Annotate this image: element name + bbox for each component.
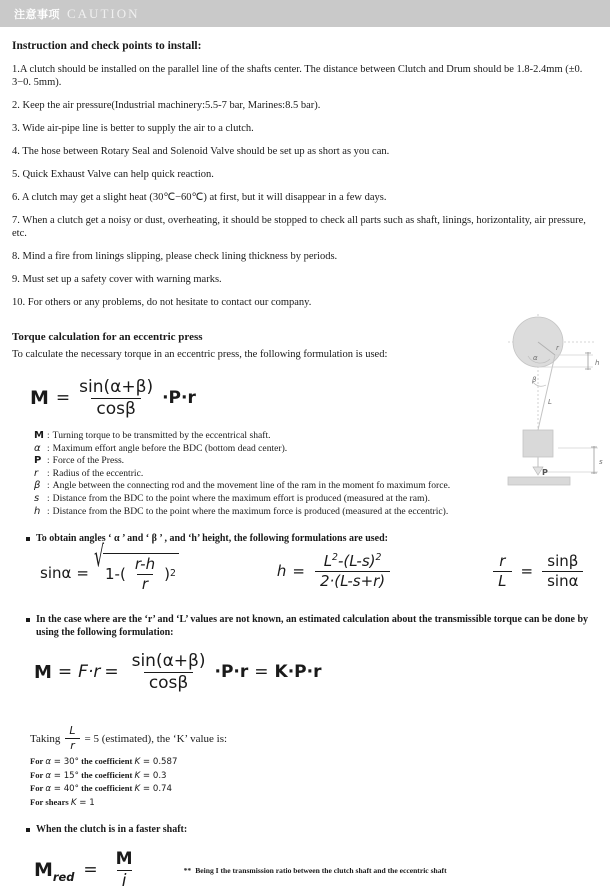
instructions-heading: Instruction and check points to install: (12, 40, 202, 52)
instruction-item-3: 3. Wide air-pipe line is better to supply the air to a clutch. (12, 123, 254, 134)
legend-text: Turning torque to be transmitted by the eccentrical shaft. (52, 430, 271, 441)
sina-fraction (130, 556, 160, 592)
m-red-numerator: M (115, 849, 133, 870)
label-force: P (542, 468, 548, 477)
ram-block (523, 430, 553, 457)
legend-row (34, 493, 598, 506)
square-bullet-icon (26, 828, 30, 832)
angles-bullet-line (26, 532, 598, 545)
rl-left-denominator: L (493, 571, 511, 590)
legend-colon: : (47, 430, 50, 441)
instruction-item-2: 2. Keep the air pressure(Industrial machinery:5.5-7 bar, Marines:8.5 bar). (12, 100, 321, 111)
base-plate (508, 477, 570, 485)
instruction-item-8: 8. Mind a fire from linings slipping, please check lining thickness by periods. (12, 251, 338, 262)
formula-fraction (74, 378, 158, 418)
formula-sin-alpha (40, 538, 179, 593)
m-red-subscript: red (52, 870, 75, 885)
square-bullet-icon (26, 618, 30, 622)
legend-symbol: h (34, 505, 41, 517)
instruction-item-4: 4. The hose between Rotary Seal and Solenoid Valve should be set up as short as you can. (12, 146, 390, 157)
h-denominator: 2·(L-s+r) (315, 571, 390, 590)
k-prefix: For (30, 769, 46, 780)
footnote-text: Being I the transmission ratio between the clutch shaft and the eccentric shaft (195, 865, 447, 875)
fraction-denominator: cosβ (91, 398, 140, 419)
k-row (30, 782, 598, 796)
h-num-base: L (323, 552, 333, 571)
m-red-lhs (34, 859, 75, 885)
k-eq: = (76, 797, 90, 808)
instruction-item-9: 9. Must set up a safety cover with warning marks. (12, 274, 222, 285)
k-angle-eq: = (51, 757, 64, 768)
k-angle-symbol: α (45, 770, 52, 781)
estimate-rhs: K·P·r (274, 662, 322, 683)
legend-symbol: β (34, 480, 41, 492)
k-row (30, 755, 598, 769)
h-num-rest: -(L-s) (337, 552, 376, 571)
sina-denominator: r (137, 574, 153, 593)
estimate-formula (34, 649, 321, 695)
estimate-numerator: sin(α+β) (131, 650, 206, 671)
k-coefficient-list (30, 755, 598, 809)
caution-title-en: CAUTION (67, 5, 140, 21)
m-red-base: M (34, 859, 53, 882)
faster-shaft-footnote (184, 866, 447, 875)
legend-colon: : (47, 480, 50, 492)
k-value: 0.74 (152, 784, 172, 795)
torque-heading: Torque calculation for an eccentric press (12, 331, 203, 343)
formula-tail: ·P·r (162, 388, 196, 408)
formula-h (277, 553, 394, 589)
estimate-eq3: = (254, 662, 269, 683)
square-bullet-icon (26, 537, 30, 541)
k-angle-value: 40° (63, 784, 79, 795)
k-eq: = (140, 757, 153, 768)
estimate-denominator: cosβ (144, 672, 193, 693)
label-beta: β (532, 376, 537, 384)
legend-symbol: M (34, 430, 44, 441)
k-angle-symbol: α (45, 784, 52, 795)
k-mid: the coefficient (78, 756, 135, 767)
k-angle-value: 15° (63, 770, 79, 781)
taking-numerator: L (69, 724, 76, 738)
legend-text: Distance from the BDC to the point where the maximum effort is produced (measured at the ram). (52, 492, 431, 504)
estimate-lhs: M (34, 661, 52, 683)
k-prefix: For (30, 783, 46, 794)
formula-equals: = (55, 388, 71, 408)
k-eq: = (140, 784, 153, 795)
legend-text: Distance from the BDC to the point where the maximum force is produced (measured at the eccentric). (52, 505, 449, 517)
estimate-bullet-text: In the case where are the ‘r’ and ‘L’ values are not known, an estimated calculation about the transmissible torque can be done by using the following formulation: (36, 614, 589, 639)
rl-right-numerator: sinβ (547, 552, 579, 571)
faster-shaft-formula-row (34, 848, 598, 892)
main-torque-formula (30, 374, 196, 422)
h-fraction (315, 553, 390, 589)
taking-fraction (64, 725, 80, 752)
label-rod: L (548, 398, 552, 406)
label-alpha: α (533, 354, 538, 362)
sqrt-icon: √ (93, 538, 105, 574)
formula-r-over-l (489, 553, 587, 589)
k-value: 0.3 (152, 770, 167, 781)
legend-text: Radius of the eccentric. (52, 467, 144, 479)
sina-inner-tail: ) (164, 565, 170, 584)
caution-banner (0, 0, 610, 27)
k-value: 1 (89, 797, 95, 808)
legend-row (34, 506, 598, 519)
faster-shaft-bullet-text: When the clutch is in a faster shaft: (36, 824, 188, 836)
sina-equals: = (76, 563, 89, 582)
m-red-equals: = (83, 860, 98, 881)
formula-lhs: M (30, 387, 49, 409)
k-symbol: K (134, 770, 141, 781)
h-lhs: h (276, 562, 287, 581)
taking-line (30, 725, 598, 752)
taking-denominator: r (65, 738, 80, 752)
estimate-fraction (127, 652, 211, 692)
instruction-item-5: 5. Quick Exhaust Valve can help quick reaction. (12, 169, 214, 180)
faster-shaft-bullet-line (26, 823, 598, 836)
k-angle-symbol: α (45, 757, 52, 768)
k-row (30, 769, 598, 783)
k-prefix: For (30, 756, 46, 767)
legend-symbol: P (34, 455, 42, 467)
label-h: h (595, 359, 600, 367)
k-value: 0.587 (152, 757, 178, 768)
eccentric-press-diagram (498, 312, 610, 492)
label-radius: r (556, 344, 559, 352)
h-equals: = (292, 562, 305, 581)
instruction-item-1: 1.A clutch should be installed on the parallel line of the shafts center. The distance between Clutch and Drum should be 1.8-2.4mm (±0. 3−0. 5mm). (12, 64, 583, 88)
k-angle-eq: = (51, 770, 64, 781)
legend-colon: : (47, 442, 50, 454)
instruction-item-10: 10. For others or any problems, do not hesitate to contact our company. (12, 297, 312, 308)
legend-text: Force of the Press. (52, 455, 125, 467)
legend-symbol: α (34, 442, 41, 454)
caution-title-cn: 注意事项 (14, 7, 60, 21)
sqrt-radicand: 1-( $\frac{r-h}{r}$ ) 2 (103, 553, 179, 592)
k-symbol: K (134, 784, 141, 795)
h-num-rest-exp: 2 (375, 552, 382, 564)
legend-text: Maximum effort angle before the BDC (bottom dead center). (52, 442, 288, 454)
k-prefix: For shears (30, 796, 71, 807)
torque-intro: To calculate the necessary torque in an eccentric press, the following formulation is used: (12, 349, 388, 360)
estimate-eq1: = (57, 662, 73, 683)
legend-colon: : (47, 467, 50, 479)
taking-tail: = 5 (estimated), the ‘K’ value is: (84, 732, 228, 745)
estimate-tail: ·P·r (214, 662, 249, 683)
h-num-exp: 2 (332, 552, 338, 564)
k-symbol: K (134, 757, 141, 768)
fraction-numerator: sin(α+β) (79, 376, 154, 397)
taking-lead: Taking (30, 732, 61, 745)
rl-left-numerator: r (499, 552, 506, 571)
estimate-mid: F·r (78, 662, 101, 683)
legend-text: Angle between the connecting rod and the movement line of the ram in the moment fo maximum force. (52, 480, 451, 492)
k-mid: the coefficient (78, 769, 135, 780)
sina-inner-lead: 1-( (105, 565, 126, 584)
legend-colon: : (47, 492, 50, 504)
m-red-formula (34, 850, 142, 890)
sina-lhs: sinα (40, 563, 72, 582)
k-mid: the coefficient (78, 783, 135, 794)
sqrt-group (93, 538, 179, 593)
sina-numerator: r-h (134, 555, 156, 574)
rl-left-fraction (493, 553, 511, 589)
k-symbol: K (70, 797, 77, 808)
legend-colon: : (47, 455, 50, 467)
legend-symbol: s (34, 492, 40, 504)
m-red-denominator: i (117, 870, 132, 891)
k-row (30, 796, 598, 810)
instruction-item-7: 7. When a clutch get a noisy or dust, overheating, it should be stopped to check all parts such as shaft, linings, horizontality, air pressure, etc. (12, 215, 586, 239)
h-numerator (319, 553, 387, 571)
m-red-fraction (111, 850, 138, 890)
estimate-bullet-line (26, 613, 598, 639)
footnote-marker: ** (183, 865, 192, 875)
rl-equals: = (520, 562, 534, 581)
angles-bullet-text: To obtain angles ‘ α ’ and ‘ β ’ , and ‘h’ height, the following formulations are used: (36, 533, 388, 545)
k-angle-value: 30° (63, 757, 79, 768)
legend-colon: : (47, 505, 50, 517)
k-angle-eq: = (51, 784, 64, 795)
label-s: s (599, 458, 603, 466)
estimate-eq2: = (104, 662, 119, 683)
legend-symbol: r (34, 467, 39, 479)
rl-right-fraction (542, 553, 583, 589)
instruction-item-6: 6. A clutch may get a slight heat (30℃−60℃) at first, but it will disappear in a few days. (12, 192, 387, 203)
k-eq: = (140, 770, 153, 781)
rl-right-denominator: sinα (542, 571, 583, 590)
